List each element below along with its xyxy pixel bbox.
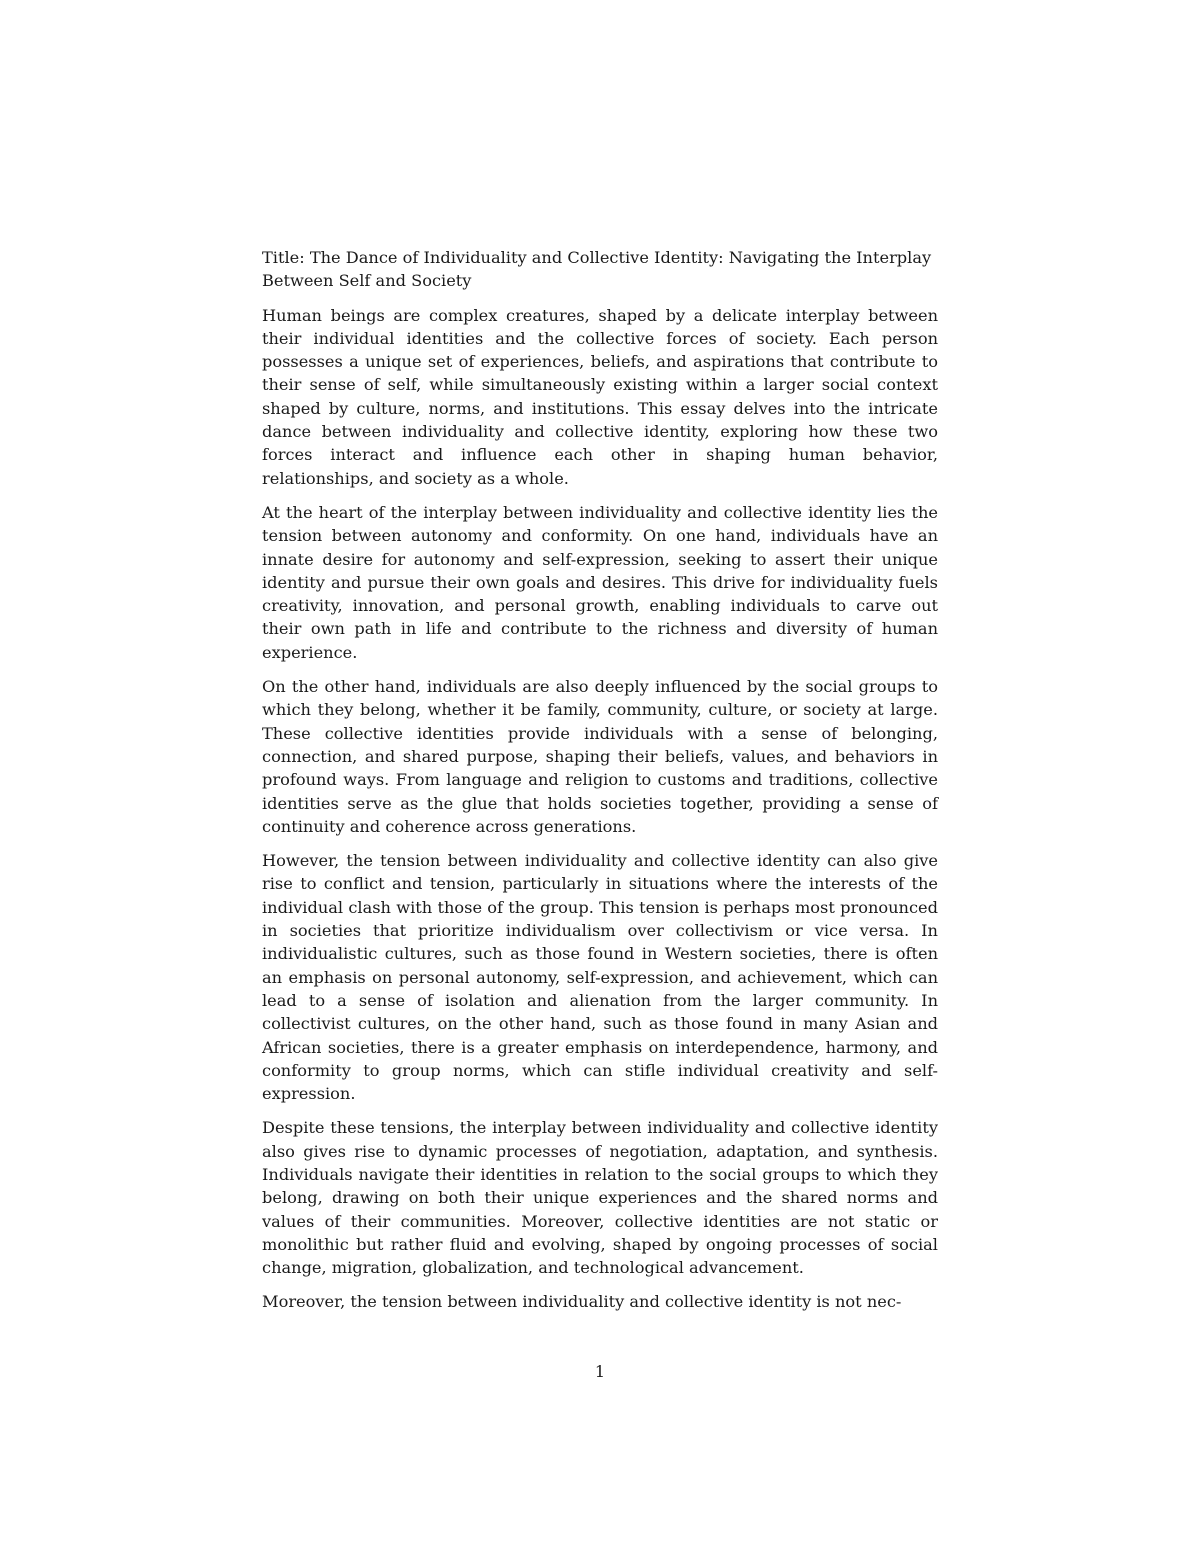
paragraph-2: At the heart of the interplay between individuality and collective identity lies the tension between autonomy and conformity. On one hand, individuals have an innate desire for autonomy and self-expression, seeking to assert their unique identity and pursue their own goals and desires. This drive for individuality fuels creativity, innovation, and personal growth, enabling individuals to carve out their own path in life and contribute to the richness and diversity of human experience. [262,502,938,662]
paragraph-5: Despite these tensions, the interplay between individuality and collective identity also gives rise to dynamic processes of negotiation, adaptation, and synthesis. Individuals navigate their identities in relation to the social groups to which they belong, drawing on both their unique experiences and the shared norms and values of their communities. Moreover, collective identities are not static or monolithic but rather fluid and evolving, shaped by ongoing processes of social change, migration, globalization, and technological advancement. [262,1118,938,1278]
paragraph-4: However, the tension between individuality and collective identity can also give rise to conflict and tension, particularly in situations where the interests of the individual clash with those of the group. This tension is perhaps most pronounced in societies that prioritize individualism over collectivism or vice versa. In individualistic cultures, such as those found in Western societies, there is often an emphasis on personal autonomy, self-expression, and achievement, which can lead to a sense of isolation and alienation from the larger community. In collectivist cultures, on the other hand, such as those found in many Asian and African societies, there is a greater emphasis on interdependence, harmony, and conformity to group norms, which can stifle individual creativity and self-expression. [262,851,938,1104]
paragraph-3: On the other hand, individuals are also deeply influenced by the social groups to which they belong, whether it be family, community, culture, or society at large. These collective identities provide individuals with a sense of belonging, connection, and shared purpose, shaping their beliefs, values, and behaviors in profound ways. From language and religion to customs and traditions, collective identities serve as the glue that holds societies together, providing a sense of continuity and coherence across generations. [262,677,938,836]
page-number: 1 [594,1362,606,1381]
document-body [262,246,938,1325]
document-title: Title: The Dance of Individuality and Collective Identity: Navigating the Interplay Between Self and Society [262,248,932,291]
paragraph-1: Human beings are complex creatures, shaped by a delicate interplay between their individual identities and the collective forces of society. Each person possesses a unique set of experiences, beliefs, and aspirations that contribute to their sense of self, while simultaneously existing within a larger social context shaped by culture, norms, and institutions. This essay delves into the intricate dance between individuality and collective identity, exploring how these two forces interact and influence each other in shaping human behavior, relationships, and society as a whole. [262,305,938,488]
paragraph-6: Moreover, the tension between individuality and collective identity is not nec- [262,1292,902,1312]
